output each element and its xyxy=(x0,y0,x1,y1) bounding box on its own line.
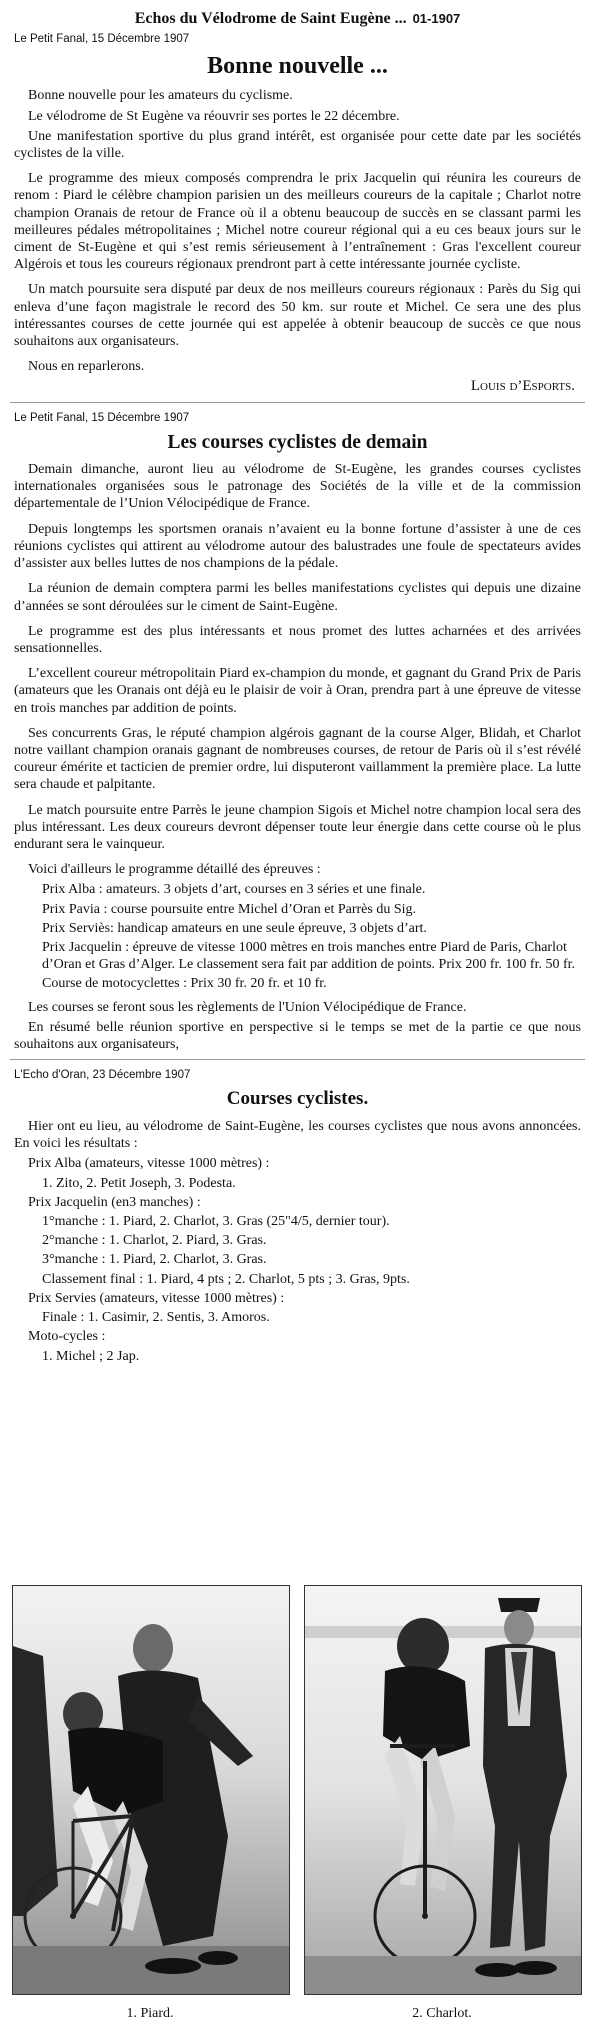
article-source: L'Echo d'Oran, 23 Décembre 1907 xyxy=(14,1069,191,1082)
result-heading: Prix Alba (amateurs, vitesse 1000 mètres) : xyxy=(28,1156,270,1172)
article-courses-demain xyxy=(0,411,595,1054)
article-source: Le Petit Fanal, 15 Décembre 1907 xyxy=(14,411,190,424)
paragraph: Hier ont eu lieu, au vélodrome de Saint-Eugène, les courses cyclistes que nous avons annoncées. En voici les résultats : xyxy=(14,1119,581,1152)
separator xyxy=(10,1059,585,1060)
paragraph: Une manifestation sportive du plus grand intérêt, est organisée pour cette date par les sociétés cyclistes de la ville. xyxy=(14,128,581,161)
page-title: Echos du Vélodrome de Saint Eugène ... xyxy=(134,10,407,27)
article-title: Les courses cyclistes de demain xyxy=(167,431,428,453)
paragraph: Le match poursuite entre Parrès le jeune champion Sigois et Michel notre champion local sera des plus intéressant. Les deux coureurs devront dépenser toute leur énergie dans cette course où le plus endurant sera le vainqueur. xyxy=(14,802,581,852)
signature: Louis d’Esports. xyxy=(470,378,575,395)
photo-caption: 1. Piard. xyxy=(126,2006,174,2021)
article-body xyxy=(0,87,595,395)
paragraph: Un match poursuite sera disputé par deux de nos meilleurs coureurs régionaux : Parès du Sig qui enleva d’une façon magistrale le record des 50 km. sur route et Michel. Ce sera une des plus intéressantes courses de cette journée qui est appelée à obtenir beaucoup de succès ce que nous souhaitons aux organisateurs. xyxy=(14,282,581,350)
paragraph: Le programme est des plus intéressants et nous promet des luttes acharnées et des arrivées sensationnelles. xyxy=(14,623,581,656)
result-line: 2°manche : 1. Charlot, 2. Piard, 3. Gras. xyxy=(42,1233,267,1249)
paragraph: En résumé belle réunion sportive en perspective si le temps se met de la partie ce que nous souhaitons aux organisateurs, xyxy=(14,1019,581,1052)
result-line: Finale : 1. Casimir, 2. Sentis, 3. Amoros. xyxy=(42,1310,270,1326)
paragraph: Ses concurrents Gras, le réputé champion algérois gagnant de la course Alger, Blidah, et Charlot notre vaillant champion oranais gagnant de nombreuses courses, de retour de Paris où il s’est révélé coureur émérite et tacticien de premier ordre, lui disputeront vaillamment la première place. La lutte sera chaude et palpitante. xyxy=(14,725,581,793)
separator xyxy=(10,402,585,403)
programme-item: Prix Alba : amateurs. 3 objets d’art, courses en 3 séries et une finale. xyxy=(42,882,426,898)
paragraph: L’excellent coureur métropolitain Piard ex-champion du monde, et gagnant du Grand Prix de Paris (amateurs que les Oranais ont déjà eu le plaisir de voir à Oran, prendra part à une épreuve de vitesse en trois manches par addition de points. xyxy=(14,666,581,716)
article-bonne-nouvelle xyxy=(0,32,595,396)
programme-item: Prix Serviès: handicap amateurs en une seule épreuve, 3 objets d’art. xyxy=(42,920,427,936)
article-courses-cyclistes xyxy=(0,1068,595,1365)
article-body xyxy=(0,1118,595,1365)
result-heading: Moto-cycles : xyxy=(28,1329,106,1345)
result-line: 3°manche : 1. Piard, 2. Charlot, 3. Gras. xyxy=(42,1252,267,1268)
result-line: 1. Michel ; 2 Jap. xyxy=(42,1348,140,1364)
result-heading: Prix Servies (amateurs, vitesse 1000 mètres) : xyxy=(28,1290,285,1306)
photo-caption: 2. Charlot. xyxy=(412,2006,472,2021)
programme-item: Prix Jacquelin : épreuve de vitesse 1000 mètres en trois manches entre Piard de Paris, Charlot d’Oran et Gras d’Alger. Le classement sera fait par addition de points. Prix 200 fr. 100 fr. 50 fr. xyxy=(42,939,576,973)
result-line: 1. Zito, 2. Petit Joseph, 3. Podesta. xyxy=(42,1175,236,1191)
page-header xyxy=(0,0,595,32)
paragraph: Bonne nouvelle pour les amateurs du cyclisme. xyxy=(28,88,293,104)
paragraph: La réunion de demain comptera parmi les belles manifestations cyclistes qui depuis une dizaine d’années se sont déroulées sur le ciment de Saint-Eugène. xyxy=(14,581,581,614)
photo-row xyxy=(12,1585,583,1995)
photo-piard xyxy=(12,1585,290,1995)
paragraph: Les courses se feront sous les règlements de l'Union Vélocipédique de France. xyxy=(28,999,467,1015)
paragraph: Nous en reparlerons. xyxy=(28,359,145,375)
cyclist-photo-image xyxy=(305,1586,581,1994)
result-line: Classement final : 1. Piard, 4 pts ; 2. Charlot, 5 pts ; 3. Gras, 9pts. xyxy=(42,1271,410,1287)
article-title: Courses cyclistes. xyxy=(226,1088,369,1110)
page-code: 01-1907 xyxy=(412,11,461,26)
cyclist-photo-image xyxy=(13,1586,289,1994)
article-body xyxy=(0,461,595,1053)
article-title: Bonne nouvelle ... xyxy=(207,53,388,79)
article-source: Le Petit Fanal, 15 Décembre 1907 xyxy=(14,33,190,45)
programme-intro: Voici d'ailleurs le programme détaillé des épreuves : xyxy=(28,862,321,878)
paragraph: Le vélodrome de St Eugène va réouvrir ses portes le 22 décembre. xyxy=(28,108,400,124)
photo-captions xyxy=(12,2006,583,2026)
result-heading: Prix Jacquelin (en3 manches) : xyxy=(28,1194,201,1210)
paragraph: Demain dimanche, auront lieu au vélodrome de St-Eugène, les grandes courses cyclistes internationales organisées sous le patronage des Sociétés de la ville et de la commission départementale de l’Union Vélocipédique de France. xyxy=(14,462,581,512)
paragraph: Le programme des mieux composés comprendra le prix Jacquelin qui réunira les coureurs de renom : Piard le célèbre champion parisien un des meilleurs coureurs de la capitale ; Charlot notre champion Oranais de retour de France où il a obtenu beaucoup de succès en se classant parmi les meilleures pédales métropolitaines ; Michel notre coureur régional qui a eu ces beaux jours sur le ciment de St-Eugène et qui s’est remis sérieusement à l’entraînement : Gras l'excellent coureur Algérois et tous les coureurs régionaux prendront part à cette intéressante journée cycliste. xyxy=(14,171,581,273)
paragraph: Depuis longtemps les sportsmen oranais n’avaient eu la bonne fortune d’assister à une de ces réunions cyclistes qui attirent au vélodrome autour des balustrades une foule de spectateurs avides d’assister aux belles luttes de nos champions de la pédale. xyxy=(14,521,581,572)
result-line: 1°manche : 1. Piard, 2. Charlot, 3. Gras (25"4/5, dernier tour). xyxy=(42,1214,390,1230)
programme-item: Prix Pavia : course poursuite entre Michel d’Oran et Parrès du Sig. xyxy=(42,901,417,917)
programme-item: Course de motocyclettes : Prix 30 fr. 20 fr. et 10 fr. xyxy=(42,976,327,992)
photo-charlot xyxy=(304,1585,582,1995)
